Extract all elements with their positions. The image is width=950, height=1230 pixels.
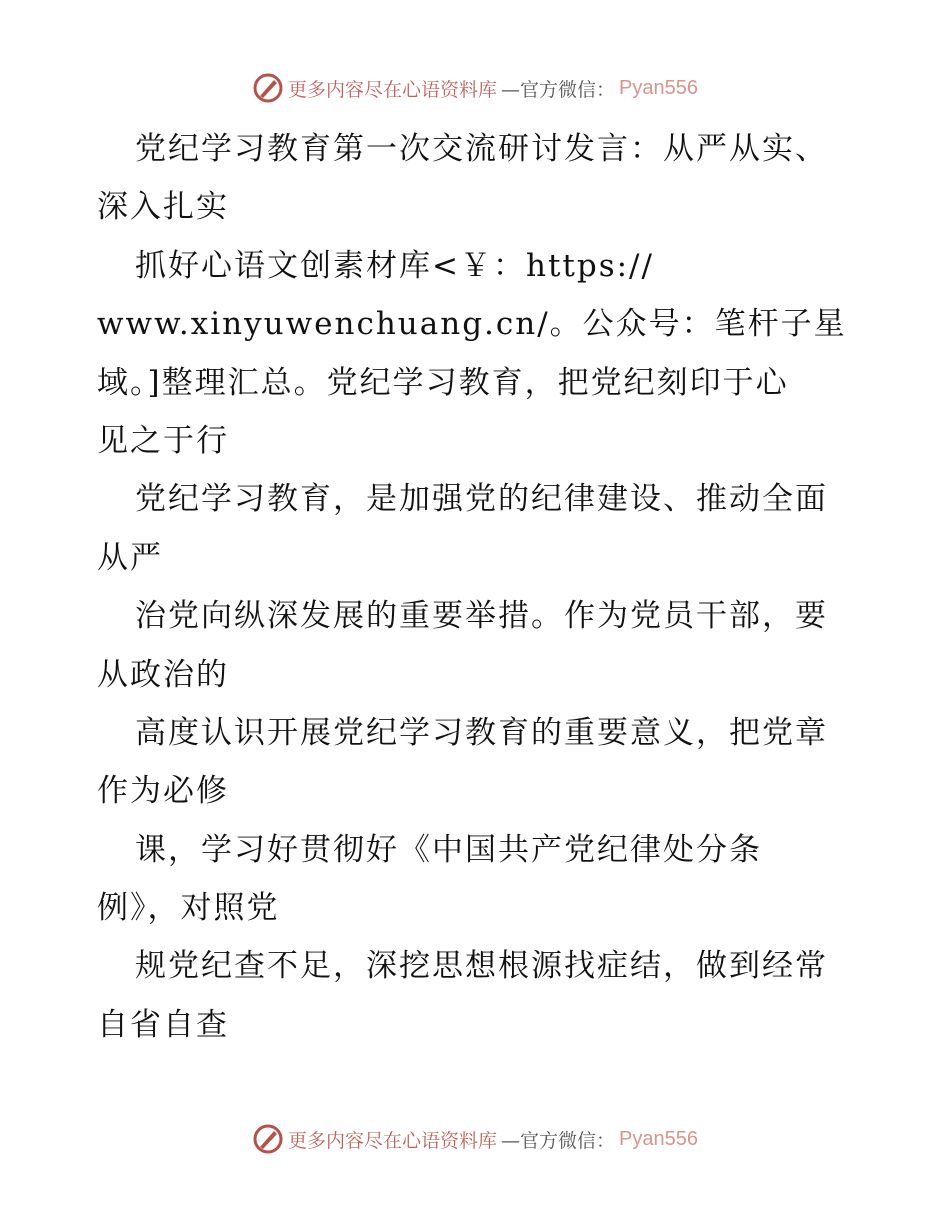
pen-logo-icon xyxy=(252,72,284,104)
text-line: 党纪学习教育，是加强党的纪律建设、推动全面 xyxy=(135,481,828,518)
text-line: 规党纪查不足，深挖思想根源找症结，做到经常 xyxy=(135,948,828,985)
footer-sep: —官方微信： xyxy=(501,1129,616,1152)
header-sep: —官方微信： xyxy=(501,78,616,101)
text-line: www.xinyuwenchuang.cn/。公众号：笔杆子星 xyxy=(97,306,847,343)
document-body xyxy=(97,120,867,1054)
text-line: 自省自查 xyxy=(97,1006,229,1043)
text-line: 例》，对照党 xyxy=(97,890,280,927)
page-footer xyxy=(0,1123,950,1155)
text-line: 域。]整理汇总。党纪学习教育，把党纪刻印于心 xyxy=(97,364,789,401)
text-line: 高度认识开展党纪学习教育的重要意义，把党章 xyxy=(135,714,828,751)
header-wechat: Pyan556 xyxy=(619,76,698,99)
page-header xyxy=(0,72,950,104)
header-brand: 更多内容尽在心语资料库 xyxy=(288,78,498,101)
text-line: 从严 xyxy=(97,539,163,576)
pen-logo-icon xyxy=(252,1123,284,1155)
text-line: 党纪学习教育第一次交流研讨发言：从严从实、 xyxy=(135,131,828,167)
text-line: 作为必修 xyxy=(97,773,229,810)
text-line: 从政治的 xyxy=(97,656,229,693)
footer-brand: 更多内容尽在心语资料库 xyxy=(288,1129,498,1152)
footer-wechat: Pyan556 xyxy=(619,1127,698,1150)
text-line: 深入扎实 xyxy=(97,189,229,226)
text-line: 治党向纵深发展的重要举措。作为党员干部，要 xyxy=(135,598,828,635)
text-line: 见之于行 xyxy=(97,422,229,459)
text-line: 课，学习好贯彻好《中国共产党纪律处分条 xyxy=(135,831,762,868)
text-line: 抓好心语文创素材库<￥：https:// xyxy=(135,247,654,284)
